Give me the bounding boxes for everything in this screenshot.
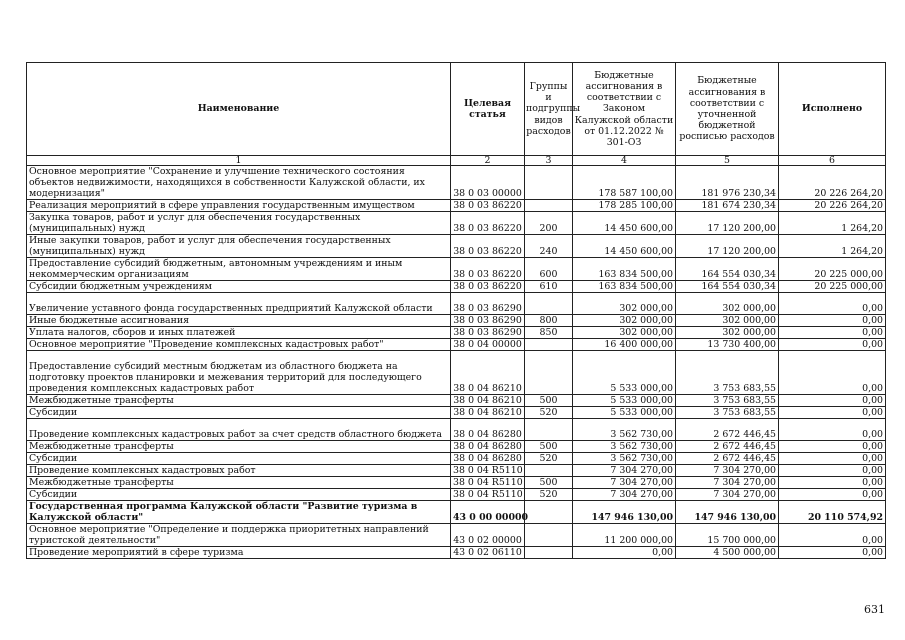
row-law-value: 14 450 600,00: [573, 235, 676, 258]
row-executed-value: 0,00: [779, 465, 886, 477]
row-executed-value: 0,00: [779, 441, 886, 453]
row-name: Проведение мероприятий в сфере туризма: [27, 547, 451, 559]
row-name: Иные бюджетные ассигнования: [27, 315, 451, 327]
row-name: Предоставление субсидий бюджетным, автономным учреждениям и иным некоммерческим организациям: [27, 258, 451, 281]
row-refined-value: 3 753 683,55: [676, 407, 779, 419]
row-law-value: 163 834 500,00: [573, 258, 676, 281]
row-code: 38 0 03 86220: [451, 200, 525, 212]
table-row: [27, 339, 886, 351]
row-code: 38 0 03 86220: [451, 281, 525, 293]
header-refined: Бюджетные ассигнования в соответствии с уточненной бюджетной росписью расходов: [676, 63, 779, 156]
row-refined-value: 17 120 200,00: [676, 212, 779, 235]
table-row: [27, 407, 886, 419]
col-number: 2: [451, 156, 525, 166]
row-law-value: 7 304 270,00: [573, 489, 676, 501]
row-code: 38 0 04 00000: [451, 339, 525, 351]
row-law-value: 7 304 270,00: [573, 465, 676, 477]
table-row: [27, 281, 886, 293]
row-law-value: 14 450 600,00: [573, 212, 676, 235]
row-code: 38 0 04 R5110: [451, 477, 525, 489]
row-group: [525, 419, 573, 441]
row-code: 38 0 04 86280: [451, 419, 525, 441]
row-law-value: 178 587 100,00: [573, 166, 676, 200]
row-name: Субсидии бюджетным учреждениям: [27, 281, 451, 293]
table-row: [27, 351, 886, 395]
row-name: Увеличение уставного фонда государственных предприятий Калужской области: [27, 293, 451, 315]
row-refined-value: 7 304 270,00: [676, 465, 779, 477]
row-group: [525, 166, 573, 200]
row-name: Предоставление субсидий местным бюджетам из областного бюджета на подготовку проектов планировки и межевания территорий для последующего проведения комплексных кадастровых работ: [27, 351, 451, 395]
row-group: 850: [525, 327, 573, 339]
header-code: Целевая статья: [451, 63, 525, 156]
row-executed-value: 20 110 574,92: [779, 501, 886, 524]
row-executed-value: 20 226 264,20: [779, 200, 886, 212]
row-refined-value: 4 500 000,00: [676, 547, 779, 559]
row-group: [525, 293, 573, 315]
page-number: 631: [864, 603, 885, 616]
row-code: 43 0 02 00000: [451, 524, 525, 547]
row-refined-value: 181 674 230,34: [676, 200, 779, 212]
column-number-row: [27, 156, 886, 166]
table-row: [27, 477, 886, 489]
row-name: Межбюджетные трансферты: [27, 477, 451, 489]
row-code: 43 0 00 00000: [451, 501, 525, 524]
row-code: 38 0 04 R5110: [451, 489, 525, 501]
row-name: Основное мероприятие "Проведение комплексных кадастровых работ": [27, 339, 451, 351]
row-code: 38 0 04 86210: [451, 407, 525, 419]
row-executed-value: 0,00: [779, 547, 886, 559]
table-row: [27, 465, 886, 477]
row-executed-value: 0,00: [779, 407, 886, 419]
col-number: 6: [779, 156, 886, 166]
table-row: [27, 200, 886, 212]
row-refined-value: 3 753 683,55: [676, 395, 779, 407]
row-refined-value: 7 304 270,00: [676, 477, 779, 489]
row-executed-value: 0,00: [779, 339, 886, 351]
row-executed-value: 0,00: [779, 489, 886, 501]
col-number: 1: [27, 156, 451, 166]
row-executed-value: 20 226 264,20: [779, 166, 886, 200]
row-code: 38 0 03 86220: [451, 235, 525, 258]
row-group: [525, 501, 573, 524]
row-law-value: 11 200 000,00: [573, 524, 676, 547]
row-refined-value: 302 000,00: [676, 315, 779, 327]
row-group: 240: [525, 235, 573, 258]
row-law-value: 3 562 730,00: [573, 441, 676, 453]
row-group: 500: [525, 441, 573, 453]
row-group: 800: [525, 315, 573, 327]
row-refined-value: 164 554 030,34: [676, 258, 779, 281]
row-name: Основное мероприятие "Определение и поддержка приоритетных направлений туристской деятельности": [27, 524, 451, 547]
row-name: Основное мероприятие "Сохранение и улучшение технического состояния объектов недвижимости, находящихся в собственности Калужской области, их модернизация": [27, 166, 451, 200]
table-row: [27, 212, 886, 235]
row-code: 38 0 04 R5110: [451, 465, 525, 477]
row-executed-value: 0,00: [779, 327, 886, 339]
row-group: 520: [525, 407, 573, 419]
row-executed-value: 0,00: [779, 419, 886, 441]
row-code: 38 0 04 86280: [451, 453, 525, 465]
row-name: Уплата налогов, сборов и иных платежей: [27, 327, 451, 339]
col-number: 5: [676, 156, 779, 166]
row-executed-value: 0,00: [779, 395, 886, 407]
table-row: [27, 327, 886, 339]
table-row: [27, 258, 886, 281]
row-name: Субсидии: [27, 453, 451, 465]
row-law-value: 302 000,00: [573, 327, 676, 339]
header-law: Бюджетные ассигнования в соответствии с Законом Калужской области от 01.12.2022 № 301-ОЗ: [573, 63, 676, 156]
table-row: [27, 547, 886, 559]
row-law-value: 302 000,00: [573, 293, 676, 315]
table-row: [27, 453, 886, 465]
row-refined-value: 3 753 683,55: [676, 351, 779, 395]
row-name: Иные закупки товаров, работ и услуг для обеспечения государственных (муниципальных) нужд: [27, 235, 451, 258]
row-executed-value: 1 264,20: [779, 235, 886, 258]
row-code: 38 0 03 86290: [451, 293, 525, 315]
row-refined-value: 17 120 200,00: [676, 235, 779, 258]
row-name: Субсидии: [27, 407, 451, 419]
row-code: 38 0 03 00000: [451, 166, 525, 200]
table-row: [27, 395, 886, 407]
row-refined-value: 7 304 270,00: [676, 489, 779, 501]
col-number: 4: [573, 156, 676, 166]
row-refined-value: 2 672 446,45: [676, 453, 779, 465]
row-law-value: 5 533 000,00: [573, 407, 676, 419]
header-name: Наименование: [27, 63, 451, 156]
table-row: [27, 419, 886, 441]
row-executed-value: 20 225 000,00: [779, 258, 886, 281]
row-group: 600: [525, 258, 573, 281]
row-code: 38 0 03 86290: [451, 327, 525, 339]
row-group: 500: [525, 477, 573, 489]
row-name: Межбюджетные трансферты: [27, 395, 451, 407]
table-row: [27, 235, 886, 258]
budget-table: [26, 62, 886, 559]
table-row: [27, 489, 886, 501]
row-code: 38 0 03 86220: [451, 212, 525, 235]
table-row: [27, 441, 886, 453]
row-executed-value: 1 264,20: [779, 212, 886, 235]
row-executed-value: 0,00: [779, 315, 886, 327]
row-group: [525, 524, 573, 547]
row-refined-value: 15 700 000,00: [676, 524, 779, 547]
row-group: [525, 339, 573, 351]
row-group: [525, 465, 573, 477]
table-row: [27, 315, 886, 327]
row-group: 200: [525, 212, 573, 235]
header-executed: Исполнено: [779, 63, 886, 156]
row-executed-value: 0,00: [779, 351, 886, 395]
row-refined-value: 2 672 446,45: [676, 419, 779, 441]
row-law-value: 16 400 000,00: [573, 339, 676, 351]
row-name: Проведение комплексных кадастровых работ: [27, 465, 451, 477]
row-group: [525, 547, 573, 559]
row-code: 38 0 04 86210: [451, 395, 525, 407]
row-executed-value: 20 225 000,00: [779, 281, 886, 293]
row-law-value: 178 285 100,00: [573, 200, 676, 212]
table-body: [27, 166, 886, 559]
row-group: 520: [525, 489, 573, 501]
row-law-value: 7 304 270,00: [573, 477, 676, 489]
table-row: [27, 293, 886, 315]
header-group: Группы и подгруппы видов расходов: [525, 63, 573, 156]
table-row: [27, 524, 886, 547]
row-group: [525, 351, 573, 395]
row-law-value: 302 000,00: [573, 315, 676, 327]
row-refined-value: 164 554 030,34: [676, 281, 779, 293]
table-row: [27, 166, 886, 200]
row-executed-value: 0,00: [779, 293, 886, 315]
row-law-value: 5 533 000,00: [573, 395, 676, 407]
row-executed-value: 0,00: [779, 477, 886, 489]
row-code: 38 0 04 86210: [451, 351, 525, 395]
row-code: 38 0 03 86220: [451, 258, 525, 281]
row-group: 520: [525, 453, 573, 465]
row-law-value: 147 946 130,00: [573, 501, 676, 524]
row-executed-value: 0,00: [779, 524, 886, 547]
row-refined-value: 147 946 130,00: [676, 501, 779, 524]
row-name: Проведение комплексных кадастровых работ за счет средств областного бюджета: [27, 419, 451, 441]
row-law-value: 3 562 730,00: [573, 453, 676, 465]
row-refined-value: 181 976 230,34: [676, 166, 779, 200]
row-law-value: 0,00: [573, 547, 676, 559]
row-name: Закупка товаров, работ и услуг для обеспечения государственных (муниципальных) нужд: [27, 212, 451, 235]
row-refined-value: 2 672 446,45: [676, 441, 779, 453]
row-refined-value: 302 000,00: [676, 293, 779, 315]
row-name: Межбюджетные трансферты: [27, 441, 451, 453]
row-executed-value: 0,00: [779, 453, 886, 465]
row-name: Субсидии: [27, 489, 451, 501]
row-group: [525, 200, 573, 212]
row-group: 610: [525, 281, 573, 293]
row-group: 500: [525, 395, 573, 407]
row-law-value: 5 533 000,00: [573, 351, 676, 395]
table-row: [27, 501, 886, 524]
row-refined-value: 302 000,00: [676, 327, 779, 339]
row-code: 38 0 04 86280: [451, 441, 525, 453]
row-name: Реализация мероприятий в сфере управления государственным имуществом: [27, 200, 451, 212]
row-refined-value: 13 730 400,00: [676, 339, 779, 351]
col-number: 3: [525, 156, 573, 166]
row-name: Государственная программа Калужской области "Развитие туризма в Калужской области": [27, 501, 451, 524]
row-law-value: 3 562 730,00: [573, 419, 676, 441]
row-code: 43 0 02 06110: [451, 547, 525, 559]
row-code: 38 0 03 86290: [451, 315, 525, 327]
header-row: [27, 63, 886, 156]
row-law-value: 163 834 500,00: [573, 281, 676, 293]
